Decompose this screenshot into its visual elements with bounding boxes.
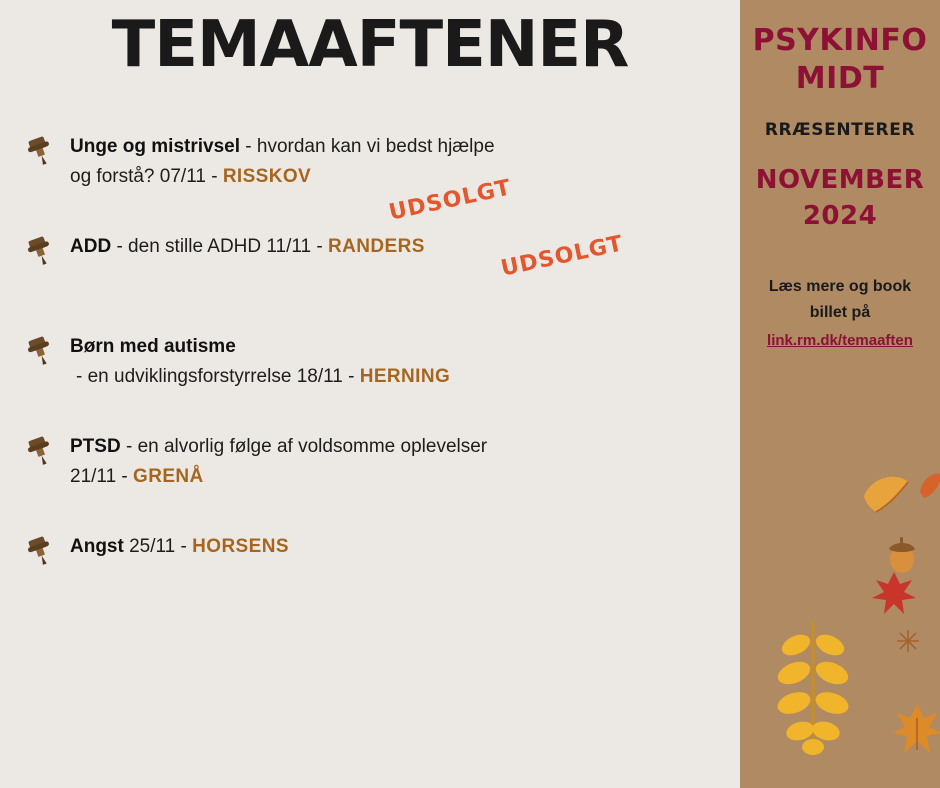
brand-line-2: MIDT — [795, 61, 885, 96]
event-city: HERNING — [359, 366, 451, 387]
sidebar — [740, 0, 940, 788]
event-line — [70, 462, 716, 492]
page-title: TEMAAFTENER — [111, 8, 629, 82]
event-item[interactable] — [0, 132, 740, 232]
event-description: - den stille ADHD 11/11 - — [111, 236, 329, 257]
event-line — [70, 432, 716, 462]
event-text — [70, 532, 716, 562]
event-line — [70, 132, 716, 162]
leaf-icon — [918, 470, 940, 500]
maple-leaf-icon — [870, 570, 918, 618]
event-city: RISSKOV — [222, 166, 312, 187]
sold-out-badge: UDSOLGT — [498, 231, 626, 282]
event-item[interactable] — [0, 332, 740, 432]
pushpin-icon — [24, 236, 56, 266]
maple-leaf-icon — [890, 700, 940, 758]
leaf-icon — [860, 470, 912, 516]
brand-name — [740, 22, 940, 98]
event-text — [70, 432, 716, 492]
event-title: PTSD — [70, 436, 121, 457]
booking-link[interactable]: link.rm.dk/temaaften — [767, 332, 913, 349]
leaf-icon — [895, 628, 921, 654]
event-list — [0, 132, 740, 632]
rowan-leaf-icon — [770, 615, 856, 755]
event-description: - en udviklingsforstyrrelse 18/11 - — [76, 366, 360, 387]
presents-label: RRÆSENTERER — [764, 120, 916, 140]
event-description: og forstå? 07/11 - — [70, 166, 223, 187]
booking-info — [740, 274, 940, 354]
sold-out-badge: UDSOLGT — [386, 175, 514, 226]
event-city: GRENÅ — [133, 466, 204, 487]
event-text — [70, 132, 716, 192]
pushpin-icon — [24, 336, 56, 366]
event-item[interactable] — [0, 432, 740, 532]
event-title: Angst — [70, 536, 124, 557]
event-text — [70, 332, 716, 392]
event-title: Unge og mistrivsel — [70, 136, 240, 157]
year-label: 2024 — [802, 201, 878, 231]
month-year — [740, 162, 940, 234]
booking-line-2: billet på — [809, 304, 871, 321]
pushpin-icon — [24, 536, 56, 566]
pushpin-icon — [24, 436, 56, 466]
event-line — [70, 532, 716, 562]
event-description: 25/11 - — [123, 536, 193, 557]
month-label: NOVEMBER — [755, 165, 925, 195]
event-title: ADD — [70, 236, 112, 257]
event-line — [70, 362, 716, 392]
event-item[interactable] — [0, 232, 740, 332]
event-city: HORSENS — [192, 536, 289, 557]
event-description: - en alvorlig følge af voldsomme oplevelser — [120, 436, 488, 457]
booking-line-1: Læs mere og book — [768, 278, 912, 295]
acorn-icon — [885, 535, 919, 575]
pushpin-icon — [24, 136, 56, 166]
event-title: Børn med autisme — [70, 336, 236, 357]
event-item[interactable] — [0, 532, 740, 632]
event-line — [70, 162, 716, 192]
brand-line-1: PSYKINFO — [752, 23, 928, 58]
event-description: - hvordan kan vi bedst hjælpe — [240, 136, 495, 157]
event-line — [70, 332, 716, 362]
event-city: RANDERS — [328, 236, 425, 257]
event-description: 21/11 - — [70, 466, 134, 487]
